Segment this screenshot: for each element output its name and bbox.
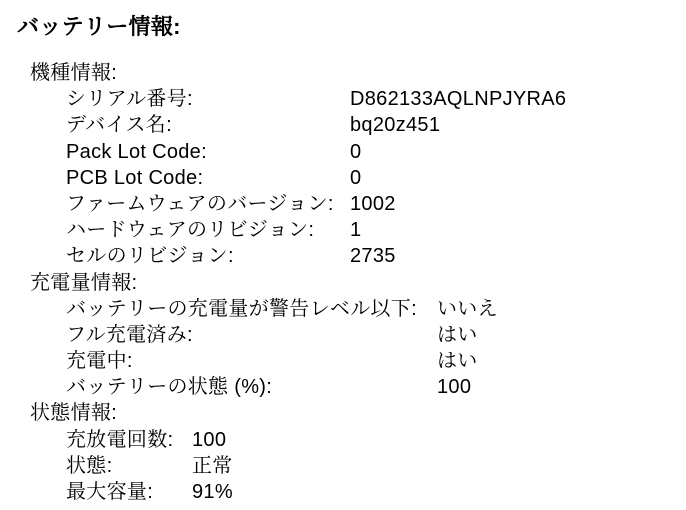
- info-row-device-name: [0, 112, 686, 138]
- info-value: 100: [437, 376, 472, 399]
- info-row-cell-revision: [0, 243, 686, 269]
- section-header-model-info: [0, 60, 686, 86]
- info-row-condition: [0, 453, 686, 479]
- info-row-low-charge-warning: [0, 296, 686, 322]
- section-title: 充電量情報:: [30, 271, 138, 294]
- info-value: 1002: [350, 192, 396, 215]
- info-row-state-of-charge: [0, 374, 686, 400]
- info-value: はい: [437, 350, 478, 373]
- info-row-firmware-version: [0, 191, 686, 217]
- info-row-serial-number: [0, 86, 686, 112]
- section-header-health-info: [0, 400, 686, 426]
- info-row-fully-charged: [0, 322, 686, 348]
- info-value: 正常: [192, 454, 233, 477]
- info-label: セルのリビジョン:: [66, 245, 234, 268]
- info-label: シリアル番号:: [66, 88, 193, 111]
- info-value: 100: [192, 428, 227, 451]
- info-value: 91%: [192, 481, 233, 503]
- info-label: 充放電回数:: [66, 428, 174, 451]
- info-value: 1: [350, 219, 362, 242]
- info-label: ハードウェアのリビジョン:: [66, 219, 315, 242]
- info-label: Pack Lot Code:: [66, 140, 207, 163]
- info-value: いいえ: [437, 297, 498, 320]
- info-value: 2735: [350, 245, 396, 268]
- info-label: バッテリーの充電量が警告レベル以下:: [66, 297, 417, 320]
- info-row-charging: [0, 348, 686, 374]
- info-row-pack-lot-code: [0, 139, 686, 165]
- info-label: デバイス名:: [66, 114, 172, 137]
- info-label: 充電中:: [66, 350, 133, 373]
- section-title: 状態情報:: [30, 402, 118, 425]
- info-row-hardware-revision: [0, 217, 686, 243]
- page-title: バッテリー情報:: [17, 14, 181, 39]
- info-label: 状態:: [66, 454, 113, 477]
- info-value: D862133AQLNPJYRA6: [350, 88, 567, 111]
- info-label: 最大容量:: [66, 481, 154, 503]
- info-value: はい: [437, 323, 478, 346]
- info-label: バッテリーの状態 (%):: [66, 376, 273, 399]
- info-row-cycle-count: [0, 427, 686, 453]
- section-title: 機種情報:: [30, 62, 118, 84]
- info-label: フル充電済み:: [66, 323, 193, 346]
- info-row-pcb-lot-code: [0, 165, 686, 191]
- section-header-charge-info: [0, 270, 686, 296]
- battery-info-rows: [0, 60, 686, 505]
- info-label: PCB Lot Code:: [66, 166, 204, 189]
- info-value: 0: [350, 166, 362, 189]
- info-value: bq20z451: [350, 114, 441, 137]
- info-value: 0: [350, 140, 362, 163]
- info-row-maximum-capacity: [0, 479, 686, 505]
- info-label: ファームウェアのバージョン:: [66, 192, 334, 215]
